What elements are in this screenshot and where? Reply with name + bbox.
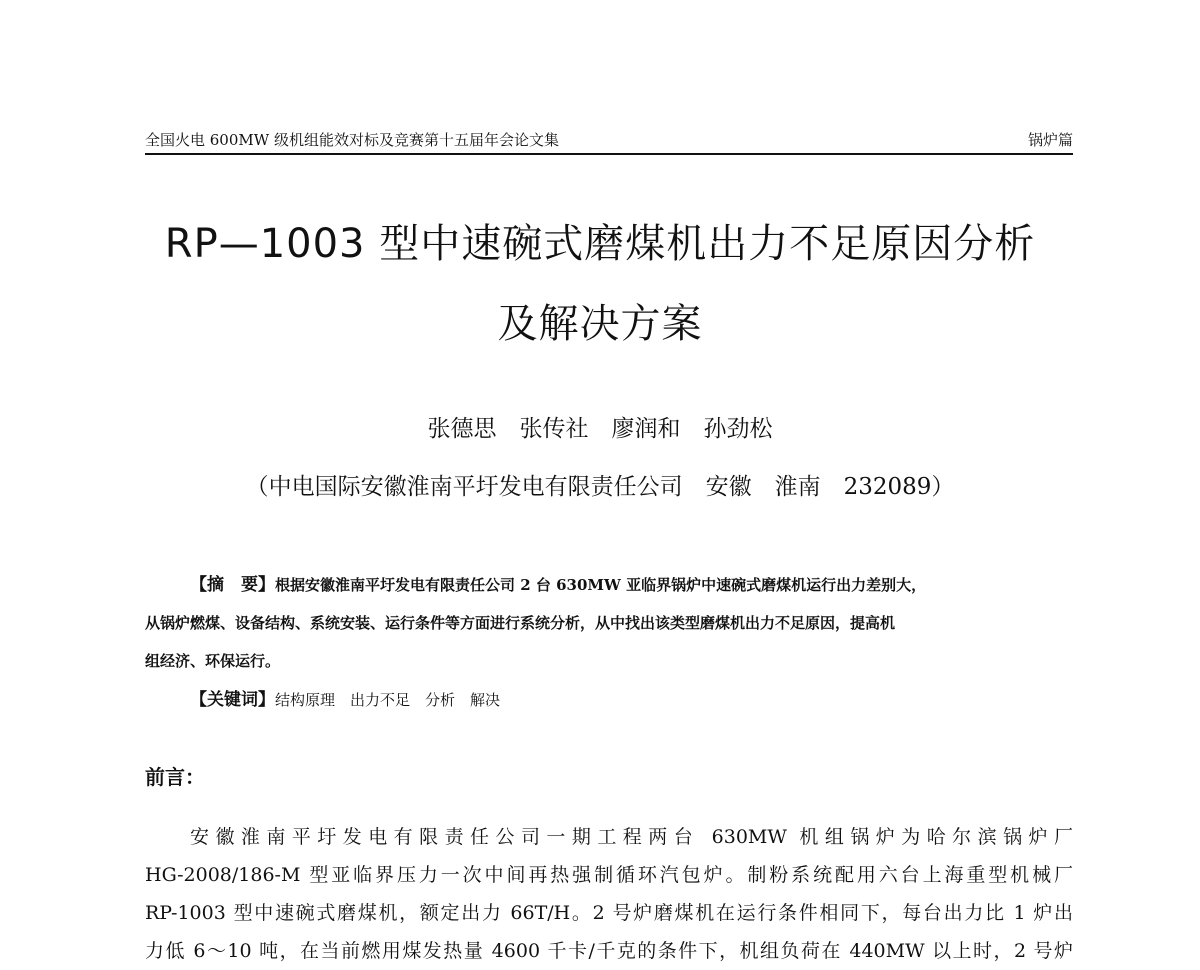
abstract-line: 从锅炉燃煤、设备结构、系统安装、运行条件等方面进行系统分析，从中找出该类型磨煤机出力不足原因，提高机 (145, 614, 896, 632)
proceedings-title: 全国火电 600MW 级机组能效对标及竞赛第十五届年会论文集 (145, 131, 559, 149)
abstract-label: 【摘 要】 (190, 575, 275, 595)
body-line: 力低 6～10 吨，在当前燃用煤发热量 4600 千卡/千克的条件下，机组负荷在 440MW 以上时，2 号炉 (145, 940, 1073, 962)
keywords-label: 【关键词】 (190, 690, 275, 710)
keywords (190, 685, 500, 715)
authors: 张德思 张传社 廖润和 孙劲松 (427, 416, 773, 442)
body-line: 安徽淮南平圩发电有限责任公司一期工程两台 630MW 机组锅炉为哈尔滨锅炉厂 (190, 826, 1073, 848)
abstract-line (145, 566, 1073, 604)
paper-title-line-2: 及解决方案 (497, 301, 703, 347)
abstract-line: 组经济、环保运行。 (145, 652, 281, 670)
section-heading-preface: 前言： (145, 765, 205, 789)
section-category: 锅炉篇 (1027, 131, 1073, 149)
header-rule (145, 153, 1073, 155)
running-header (145, 130, 1073, 152)
body-paragraph (145, 818, 1073, 970)
affiliation: （中电国际安徽淮南平圩发电有限责任公司 安徽 淮南 232089） (245, 474, 955, 500)
abstract (145, 566, 1073, 680)
keywords-text: 结构原理 出力不足 分析 解决 (275, 691, 501, 709)
body-line: HG-2008/186-M 型亚临界压力一次中间再热强制循环汽包炉。制粉系统配用六台上海重型机械厂 (145, 864, 1073, 886)
abstract-text: 根据安徽淮南平圩发电有限责任公司 2 台 630MW 亚临界锅炉中速碗式磨煤机运行出力差别大， (275, 576, 927, 594)
body-line: RP-1003 型中速碗式磨煤机，额定出力 66T/H。2 号炉磨煤机在运行条件相同下，每台出力比 1 炉出 (145, 902, 1073, 924)
paper-title-line-1: RP—1003 型中速碗式磨煤机出力不足原因分析 (164, 221, 1036, 267)
